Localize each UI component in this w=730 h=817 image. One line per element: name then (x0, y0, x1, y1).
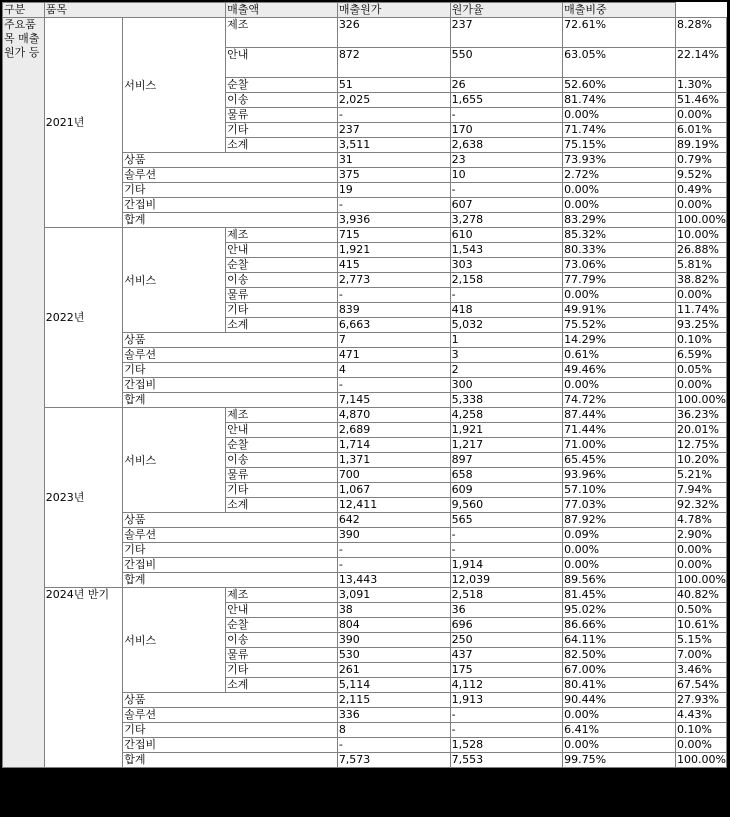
service-ratio-cell: 75.52% (563, 318, 676, 333)
service-item-name: 안내 (226, 603, 338, 618)
solution-sales-cell: 375 (337, 168, 450, 183)
indirect-label-cell: 간접비 (123, 198, 338, 213)
solution-cost-cell: 3 (450, 348, 562, 363)
service-share-cell: 10.20% (676, 453, 727, 468)
total-cost-cell: 5,338 (450, 393, 562, 408)
service-item-name: 물류 (226, 648, 338, 663)
goods-label-cell: 상품 (123, 333, 338, 348)
service-sales-cell: 5,114 (337, 678, 450, 693)
etc-sales-cell: 19 (337, 183, 450, 198)
service-item-name: 기타 (226, 123, 338, 138)
service-item-name: 이송 (226, 453, 338, 468)
header-cost: 매출원가 (337, 3, 450, 18)
header-share: 매출비중 (563, 3, 676, 18)
service-ratio-cell: 63.05% (563, 48, 676, 78)
indirect-cost-cell: 1,914 (450, 558, 562, 573)
service-ratio-cell: 80.41% (563, 678, 676, 693)
service-category-cell: 서비스 (123, 228, 226, 333)
service-cost-cell: 4,112 (450, 678, 562, 693)
service-ratio-cell: 49.91% (563, 303, 676, 318)
solution-sales-cell: 390 (337, 528, 450, 543)
service-cost-cell: 897 (450, 453, 562, 468)
goods-cost-cell: 23 (450, 153, 562, 168)
goods-cost-cell: 565 (450, 513, 562, 528)
service-cost-cell: 550 (450, 48, 562, 78)
service-item-name: 기타 (226, 663, 338, 678)
service-share-cell: 5.81% (676, 258, 727, 273)
goods-sales-cell: 7 (337, 333, 450, 348)
service-category-cell: 서비스 (123, 408, 226, 513)
service-sales-cell: 1,714 (337, 438, 450, 453)
service-item-name: 이송 (226, 93, 338, 108)
indirect-label-cell: 간접비 (123, 378, 338, 393)
service-ratio-cell: 71.00% (563, 438, 676, 453)
solution-ratio-cell: 2.72% (563, 168, 676, 183)
service-share-cell: 22.14% (676, 48, 727, 78)
service-ratio-cell: 75.15% (563, 138, 676, 153)
solution-cost-cell: - (450, 528, 562, 543)
indirect-ratio-cell: 0.00% (563, 738, 676, 753)
service-sales-cell: 390 (337, 633, 450, 648)
indirect-share-cell: 0.00% (676, 378, 727, 393)
service-item-name: 순찰 (226, 618, 338, 633)
indirect-sales-cell: - (337, 558, 450, 573)
service-cost-cell: 2,518 (450, 588, 562, 603)
service-sales-cell: 51 (337, 78, 450, 93)
service-item-name: 순찰 (226, 438, 338, 453)
service-sales-cell: 2,689 (337, 423, 450, 438)
service-ratio-cell: 86.66% (563, 618, 676, 633)
table-row (3, 588, 727, 603)
service-ratio-cell: 71.74% (563, 123, 676, 138)
service-sales-cell: 237 (337, 123, 450, 138)
total-share-cell: 100.00% (677, 573, 726, 586)
service-sales-cell: 261 (337, 663, 450, 678)
service-cost-cell: - (450, 288, 562, 303)
indirect-label-cell: 간접비 (123, 558, 338, 573)
total-label-cell: 합계 (123, 573, 338, 588)
service-item-name: 안내 (226, 48, 338, 78)
etc-sales-cell: - (337, 543, 450, 558)
indirect-share-cell: 0.00% (676, 198, 727, 213)
sales-cost-table (2, 2, 727, 768)
etc-cost-cell: - (450, 183, 562, 198)
goods-share-cell: 27.93% (676, 693, 727, 708)
solution-label-cell: 솔루션 (123, 528, 338, 543)
service-ratio-cell: 81.45% (563, 588, 676, 603)
etc-cost-cell: 2 (450, 363, 562, 378)
goods-ratio-cell: 87.92% (563, 513, 676, 528)
service-item-name: 순찰 (226, 258, 338, 273)
service-cost-cell: 175 (450, 663, 562, 678)
service-ratio-cell: 71.44% (563, 423, 676, 438)
service-cost-cell: 250 (450, 633, 562, 648)
etc-share-cell: 0.49% (676, 183, 727, 198)
service-sales-cell: 700 (337, 468, 450, 483)
service-category-cell: 서비스 (123, 588, 226, 693)
table-body (3, 18, 727, 768)
service-ratio-cell: 65.45% (563, 453, 676, 468)
service-item-name: 소계 (226, 318, 338, 333)
indirect-ratio-cell: 0.00% (563, 378, 676, 393)
service-share-cell: 36.23% (676, 408, 727, 423)
service-item-name: 기타 (226, 303, 338, 318)
service-cost-cell: 1,655 (450, 93, 562, 108)
service-sales-cell: 415 (337, 258, 450, 273)
service-item-name: 제조 (226, 228, 338, 243)
solution-ratio-cell: 0.00% (563, 708, 676, 723)
service-cost-cell: 1,921 (450, 423, 562, 438)
service-ratio-cell: 85.32% (563, 228, 676, 243)
service-sales-cell: 530 (337, 648, 450, 663)
solution-share-cell: 9.52% (676, 168, 727, 183)
service-ratio-cell: 0.00% (563, 288, 676, 303)
header-row (3, 3, 727, 18)
etc-ratio-cell: 6.41% (563, 723, 676, 738)
service-item-name: 기타 (226, 483, 338, 498)
solution-sales-cell: 471 (337, 348, 450, 363)
service-cost-cell: 2,158 (450, 273, 562, 288)
service-share-cell: 40.82% (676, 588, 727, 603)
etc-ratio-cell: 0.00% (563, 543, 676, 558)
goods-sales-cell: 2,115 (337, 693, 450, 708)
service-sales-cell: 12,411 (337, 498, 450, 513)
service-share-cell: 0.00% (676, 108, 727, 123)
service-ratio-cell: 77.03% (563, 498, 676, 513)
total-cost-cell: 12,039 (450, 573, 562, 588)
indirect-share-cell: 0.00% (676, 558, 727, 573)
goods-label-cell: 상품 (123, 513, 338, 528)
service-item-name: 제조 (226, 408, 338, 423)
indirect-cost-cell: 1,528 (450, 738, 562, 753)
service-cost-cell: 9,560 (450, 498, 562, 513)
indirect-sales-cell: - (337, 378, 450, 393)
indirect-cost-cell: 300 (450, 378, 562, 393)
service-sales-cell: 326 (337, 18, 450, 48)
total-sales-cell: 7,573 (337, 753, 450, 768)
header-gubun: 구분 (3, 3, 45, 18)
goods-ratio-cell: 90.44% (563, 693, 676, 708)
gubun-cell: 주요품목 매출원가 등 (3, 18, 45, 768)
service-share-cell: 8.28% (676, 18, 727, 48)
service-sales-cell: 1,921 (337, 243, 450, 258)
etc-label-cell: 기타 (123, 183, 338, 198)
service-share-cell: 26.88% (676, 243, 727, 258)
service-share-cell: 7.94% (676, 483, 727, 498)
indirect-ratio-cell: 0.00% (563, 198, 676, 213)
service-item-name: 물류 (226, 468, 338, 483)
service-item-name: 소계 (226, 678, 338, 693)
service-sales-cell: 804 (337, 618, 450, 633)
service-item-name: 순찰 (226, 78, 338, 93)
solution-share-cell: 2.90% (676, 528, 727, 543)
service-share-cell: 38.82% (676, 273, 727, 288)
solution-share-cell: 4.43% (676, 708, 727, 723)
solution-label-cell: 솔루션 (123, 708, 338, 723)
indirect-cost-cell: 607 (450, 198, 562, 213)
service-cost-cell: 658 (450, 468, 562, 483)
total-ratio-cell: 89.56% (563, 573, 676, 588)
goods-sales-cell: 642 (337, 513, 450, 528)
header-sales: 매출액 (226, 3, 338, 18)
goods-cost-cell: 1 (450, 333, 562, 348)
service-sales-cell: - (337, 288, 450, 303)
indirect-sales-cell: - (337, 738, 450, 753)
table-row (3, 228, 727, 243)
year-cell: 2022년 (44, 228, 122, 408)
etc-cost-cell: - (450, 723, 562, 738)
service-cost-cell: 1,217 (450, 438, 562, 453)
goods-sales-cell: 31 (337, 153, 450, 168)
total-label-cell: 합계 (123, 753, 338, 768)
total-sales-cell: 13,443 (337, 573, 450, 588)
service-item-name: 소계 (226, 498, 338, 513)
service-ratio-cell: 57.10% (563, 483, 676, 498)
etc-share-cell: 0.00% (676, 543, 727, 558)
solution-cost-cell: - (450, 708, 562, 723)
service-sales-cell: 839 (337, 303, 450, 318)
etc-cost-cell: - (450, 543, 562, 558)
service-ratio-cell: 87.44% (563, 408, 676, 423)
service-share-cell: 10.00% (676, 228, 727, 243)
service-cost-cell: 303 (450, 258, 562, 273)
service-sales-cell: - (337, 108, 450, 123)
goods-ratio-cell: 73.93% (563, 153, 676, 168)
service-item-name: 안내 (226, 423, 338, 438)
header-ratio: 원가율 (450, 3, 562, 18)
service-share-cell: 5.15% (676, 633, 727, 648)
etc-ratio-cell: 0.00% (563, 183, 676, 198)
service-cost-cell: - (450, 108, 562, 123)
etc-label-cell: 기타 (123, 543, 338, 558)
service-item-name: 물류 (226, 108, 338, 123)
service-share-cell: 10.61% (676, 618, 727, 633)
service-category-cell: 서비스 (123, 18, 226, 153)
service-ratio-cell: 95.02% (563, 603, 676, 618)
solution-label-cell: 솔루션 (123, 168, 338, 183)
service-cost-cell: 696 (450, 618, 562, 633)
service-ratio-cell: 52.60% (563, 78, 676, 93)
service-share-cell: 3.46% (676, 663, 727, 678)
service-share-cell: 5.21% (676, 468, 727, 483)
etc-label-cell: 기타 (123, 723, 338, 738)
service-sales-cell: 6,663 (337, 318, 450, 333)
service-share-cell: 0.50% (676, 603, 727, 618)
service-sales-cell: 2,025 (337, 93, 450, 108)
total-cost-cell: 3,278 (450, 213, 562, 228)
goods-cost-cell: 1,913 (450, 693, 562, 708)
year-cell: 2024년 반기 (44, 588, 122, 768)
total-sales-cell: 3,936 (337, 213, 450, 228)
indirect-sales-cell: - (337, 198, 450, 213)
total-share-cell: 100.00% (677, 213, 726, 226)
service-share-cell: 12.75% (676, 438, 727, 453)
goods-label-cell: 상품 (123, 693, 338, 708)
etc-sales-cell: 4 (337, 363, 450, 378)
service-share-cell: 7.00% (676, 648, 727, 663)
service-share-cell: 20.01% (676, 423, 727, 438)
service-ratio-cell: 81.74% (563, 93, 676, 108)
goods-ratio-cell: 14.29% (563, 333, 676, 348)
service-ratio-cell: 0.00% (563, 108, 676, 123)
service-share-cell: 51.46% (676, 93, 727, 108)
service-item-name: 제조 (226, 588, 338, 603)
service-ratio-cell: 73.06% (563, 258, 676, 273)
service-cost-cell: 610 (450, 228, 562, 243)
service-share-cell: 1.30% (676, 78, 727, 93)
etc-share-cell: 0.10% (676, 723, 727, 738)
service-cost-cell: 170 (450, 123, 562, 138)
indirect-share-cell: 0.00% (676, 738, 727, 753)
service-share-cell: 11.74% (676, 303, 727, 318)
service-ratio-cell: 72.61% (563, 18, 676, 48)
service-ratio-cell: 82.50% (563, 648, 676, 663)
service-share-cell: 67.54% (676, 678, 727, 693)
service-sales-cell: 4,870 (337, 408, 450, 423)
solution-ratio-cell: 0.09% (563, 528, 676, 543)
service-sales-cell: 2,773 (337, 273, 450, 288)
table-row (3, 18, 727, 48)
goods-label-cell: 상품 (123, 153, 338, 168)
goods-share-cell: 4.78% (676, 513, 727, 528)
solution-label-cell: 솔루션 (123, 348, 338, 363)
service-share-cell: 93.25% (676, 318, 727, 333)
solution-share-cell: 6.59% (676, 348, 727, 363)
header-item: 품목 (44, 3, 225, 18)
solution-sales-cell: 336 (337, 708, 450, 723)
solution-cost-cell: 10 (450, 168, 562, 183)
total-ratio-cell: 99.75% (563, 753, 676, 768)
service-sales-cell: 1,371 (337, 453, 450, 468)
total-ratio-cell: 83.29% (563, 213, 676, 228)
goods-share-cell: 0.79% (676, 153, 727, 168)
etc-label-cell: 기타 (123, 363, 338, 378)
service-share-cell: 6.01% (676, 123, 727, 138)
total-label-cell: 합계 (123, 213, 338, 228)
total-cost-cell: 7,553 (450, 753, 562, 768)
service-ratio-cell: 77.79% (563, 273, 676, 288)
year-cell: 2023년 (44, 408, 122, 588)
service-ratio-cell: 80.33% (563, 243, 676, 258)
service-cost-cell: 36 (450, 603, 562, 618)
total-label-cell: 합계 (123, 393, 338, 408)
service-cost-cell: 5,032 (450, 318, 562, 333)
service-cost-cell: 437 (450, 648, 562, 663)
etc-ratio-cell: 49.46% (563, 363, 676, 378)
indirect-ratio-cell: 0.00% (563, 558, 676, 573)
solution-ratio-cell: 0.61% (563, 348, 676, 363)
service-sales-cell: 3,511 (337, 138, 450, 153)
service-cost-cell: 609 (450, 483, 562, 498)
service-sales-cell: 872 (337, 48, 450, 78)
etc-sales-cell: 8 (337, 723, 450, 738)
table-row (3, 408, 727, 423)
service-share-cell: 0.00% (676, 288, 727, 303)
total-share-cell: 100.00% (677, 393, 726, 406)
service-cost-cell: 237 (450, 18, 562, 48)
service-ratio-cell: 64.11% (563, 633, 676, 648)
service-cost-cell: 4,258 (450, 408, 562, 423)
service-cost-cell: 1,543 (450, 243, 562, 258)
total-ratio-cell: 74.72% (563, 393, 676, 408)
etc-share-cell: 0.05% (676, 363, 727, 378)
service-cost-cell: 26 (450, 78, 562, 93)
service-item-name: 물류 (226, 288, 338, 303)
total-sales-cell: 7,145 (337, 393, 450, 408)
indirect-label-cell: 간접비 (123, 738, 338, 753)
service-ratio-cell: 93.96% (563, 468, 676, 483)
service-share-cell: 89.19% (676, 138, 727, 153)
service-cost-cell: 2,638 (450, 138, 562, 153)
service-item-name: 이송 (226, 633, 338, 648)
service-sales-cell: 1,067 (337, 483, 450, 498)
service-item-name: 소계 (226, 138, 338, 153)
service-sales-cell: 3,091 (337, 588, 450, 603)
service-sales-cell: 715 (337, 228, 450, 243)
service-item-name: 안내 (226, 243, 338, 258)
service-cost-cell: 418 (450, 303, 562, 318)
service-item-name: 제조 (226, 18, 338, 48)
service-share-cell: 92.32% (676, 498, 727, 513)
total-share-cell: 100.00% (677, 753, 726, 766)
service-ratio-cell: 67.00% (563, 663, 676, 678)
year-cell: 2021년 (44, 18, 122, 228)
service-item-name: 이송 (226, 273, 338, 288)
goods-share-cell: 0.10% (676, 333, 727, 348)
service-sales-cell: 38 (337, 603, 450, 618)
